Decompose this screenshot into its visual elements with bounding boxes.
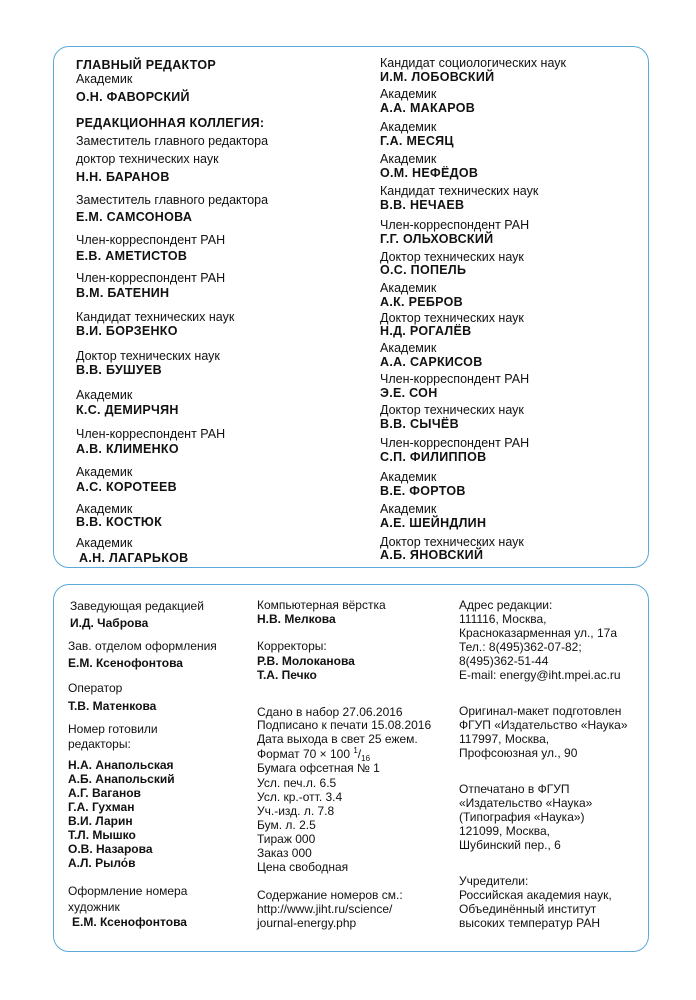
member-name: В.М. БАТЕНИН (76, 286, 170, 300)
staff-name: Р.В. Молоканова (257, 654, 355, 668)
chief-editor-name: О.Н. ФАВОРСКИЙ (76, 90, 190, 104)
editor-name: А.Л. Рыло́в (68, 856, 136, 870)
member-title: Член-корреспондент РАН (76, 427, 226, 441)
format-denominator: 16 (361, 754, 371, 763)
member-title: Член-корреспондент РАН (76, 271, 226, 285)
member-title: Академик (380, 120, 437, 134)
member-title: Академик (380, 87, 437, 101)
print-line: (Типография «Наука») (459, 810, 585, 824)
editor-name: Т.Л. Мышко (68, 828, 136, 842)
print-info-line: Подписано к печати 15.08.2016 (257, 718, 432, 732)
founders-line: Российская академия наук, (459, 888, 612, 902)
member-name: В.В. КОСТЮК (76, 515, 162, 529)
member-name: А.К. РЕБРОВ (380, 295, 463, 309)
print-info-line: Уч.-изд. л. 7.8 (257, 804, 335, 818)
member-name: Э.Е. СОН (380, 386, 438, 400)
member-name: А.Б. ЯНОВСКИЙ (380, 548, 484, 562)
editor-name: А.Г. Ваганов (68, 786, 141, 800)
staff-name: Т.А. Печко (257, 668, 317, 682)
print-info-line: Заказ 000 (257, 846, 312, 860)
member-title: Доктор технических наук (380, 403, 524, 417)
print-info-line: Усл. печ.л. 6.5 (257, 776, 337, 790)
staff-title: Оформление номера (68, 884, 188, 898)
founders-line: высоких температур РАН (459, 916, 601, 930)
layout-line: Оригинал-макет подготовлен (459, 704, 622, 718)
member-name: К.С. ДЕМИРЧЯН (76, 403, 179, 417)
member-title: Кандидат технических наук (380, 184, 539, 198)
print-line: Шубинский пер., 6 (459, 838, 561, 852)
member-name: А.Н. ЛАГАРЬКОВ (79, 551, 189, 565)
address-line: Красноказарменная ул., 17а (459, 626, 617, 640)
member-title: Академик (380, 341, 437, 355)
member-title: доктор технических наук (76, 152, 219, 166)
staff-name: Н.В. Мелкова (257, 612, 336, 626)
layout-line: Профсоюзная ул., 90 (459, 746, 578, 760)
member-title: Заместитель главного редактора (76, 193, 269, 207)
member-title: Академик (76, 465, 133, 479)
staff-title: художник (68, 900, 120, 914)
print-info-line: Цена свободная (257, 860, 349, 874)
member-title: Доктор технических наук (380, 311, 524, 325)
print-line: Отпечатано в ФГУП (459, 782, 570, 796)
staff-title: Зав. отделом оформления (68, 639, 217, 653)
contents-url[interactable]: http://www.jiht.ru/science/ (257, 902, 393, 916)
editor-name: Н.А. Анапольская (68, 758, 174, 772)
layout-line: ФГУП «Издательство «Наука» (459, 718, 628, 732)
member-title: Академик (380, 502, 437, 516)
print-info-line: Дата выхода в свет 25 ежем. (257, 732, 418, 746)
address-line: 8(495)362-51-44 (459, 654, 549, 668)
member-name: А.В. КЛИМЕНКО (76, 442, 179, 456)
contents-line: Содержание номеров см.: (257, 888, 403, 902)
format-prefix: Формат 70 × 100 (257, 747, 354, 761)
editor-name: В.И. Ларин (68, 814, 133, 828)
staff-title: Компьютерная вёрстка (257, 598, 386, 612)
member-name: Н.Н. БАРАНОВ (76, 170, 170, 184)
member-name: О.С. ПОПЕЛЬ (380, 263, 467, 277)
founders-line: Объединённый институт (459, 902, 597, 916)
member-title: Член-корреспондент РАН (380, 436, 530, 450)
member-name: В.В. НЕЧАЕВ (380, 198, 465, 212)
member-title: Заместитель главного редактора (76, 134, 269, 148)
contents-url[interactable]: journal-energy.php (257, 916, 357, 930)
member-name: Г.Г. ОЛЬХОВСКИЙ (380, 232, 494, 246)
staff-name: Т.В. Матенкова (68, 699, 157, 713)
address-line: Адрес редакции: (459, 598, 553, 612)
address-line: 111116, Москва, (459, 612, 547, 626)
chief-editor-heading: ГЛАВНЫЙ РЕДАКТОР (76, 58, 217, 72)
member-name: А.А. САРКИСОВ (380, 355, 483, 369)
staff-title: Оператор (68, 681, 123, 695)
member-title: Член-корреспондент РАН (76, 233, 226, 247)
member-name: В.Е. ФОРТОВ (380, 484, 466, 498)
member-title: Академик (76, 502, 133, 516)
format-numerator: 1 (353, 746, 358, 755)
member-title: Академик (380, 470, 437, 484)
member-title: Кандидат технических наук (76, 310, 235, 324)
member-name: А.А. МАКАРОВ (380, 101, 476, 115)
member-name: В.И. БОРЗЕНКО (76, 324, 178, 338)
staff-name: Е.М. Ксенофонтова (68, 656, 183, 670)
layout-line: 117997, Москва, (459, 732, 550, 746)
member-name: С.П. ФИЛИППОВ (380, 450, 487, 464)
print-line: «Издательство «Наука» (459, 796, 593, 810)
member-name: Г.А. МЕСЯЦ (380, 134, 454, 148)
member-name: Е.В. АМЕТИСТОВ (76, 249, 188, 263)
member-title: Академик (380, 152, 437, 166)
member-title: Член-корреспондент РАН (380, 372, 530, 386)
staff-name: Е.М. Ксенофонтова (72, 915, 187, 929)
staff-title: Заведующая редакцией (70, 599, 204, 613)
member-title: Доктор технических наук (76, 349, 220, 363)
member-name: В.В. БУШУЕВ (76, 363, 162, 377)
print-info-line: Сдано в набор 27.06.2016 (257, 705, 403, 719)
staff-title: редакторы: (68, 737, 131, 751)
staff-title: Номер готовили (68, 722, 158, 736)
editor-name: А.Б. Анапольский (68, 772, 175, 786)
chief-editor-title: Академик (76, 72, 133, 86)
format-slash: / (357, 747, 362, 761)
founders-line: Учредители: (459, 874, 529, 888)
board-heading: РЕДАКЦИОННАЯ КОЛЛЕГИЯ: (76, 116, 265, 130)
member-title: Академик (76, 388, 133, 402)
member-title: Член-корреспондент РАН (380, 218, 530, 232)
editor-name: О.В. Назарова (68, 842, 153, 856)
print-info-line: Тираж 000 (257, 832, 316, 846)
member-name: В.В. СЫЧЁВ (380, 417, 459, 431)
member-name: И.М. ЛОБОВСКИЙ (380, 70, 495, 84)
member-title: Кандидат социологических наук (380, 56, 566, 70)
print-info-line: Усл. кр.-отт. 3.4 (257, 790, 343, 804)
editor-name: Г.А. Гухман (68, 800, 135, 814)
staff-name: И.Д. Чаброва (70, 616, 149, 630)
print-info-line: Бумага офсетная № 1 (257, 761, 380, 775)
member-name: Н.Д. РОГАЛЁВ (380, 324, 472, 338)
member-name: Е.М. САМСОНОВА (76, 210, 193, 224)
member-name: О.М. НЕФЁДОВ (380, 166, 479, 180)
member-name: А.С. КОРОТЕЕВ (76, 480, 177, 494)
member-title: Доктор технических наук (380, 535, 524, 549)
email-link[interactable]: E-mail: energy@iht.mpei.ac.ru (459, 668, 621, 682)
print-info-line: Бум. л. 2.5 (257, 818, 316, 832)
member-title: Академик (76, 536, 133, 550)
print-line: 121099, Москва, (459, 824, 551, 838)
staff-title: Корректоры: (257, 639, 327, 653)
member-name: А.Е. ШЕЙНДЛИН (380, 516, 487, 530)
address-line: Тел.: 8(495)362-07-82; (459, 640, 582, 654)
member-title: Академик (380, 281, 437, 295)
member-title: Доктор технических наук (380, 250, 524, 264)
